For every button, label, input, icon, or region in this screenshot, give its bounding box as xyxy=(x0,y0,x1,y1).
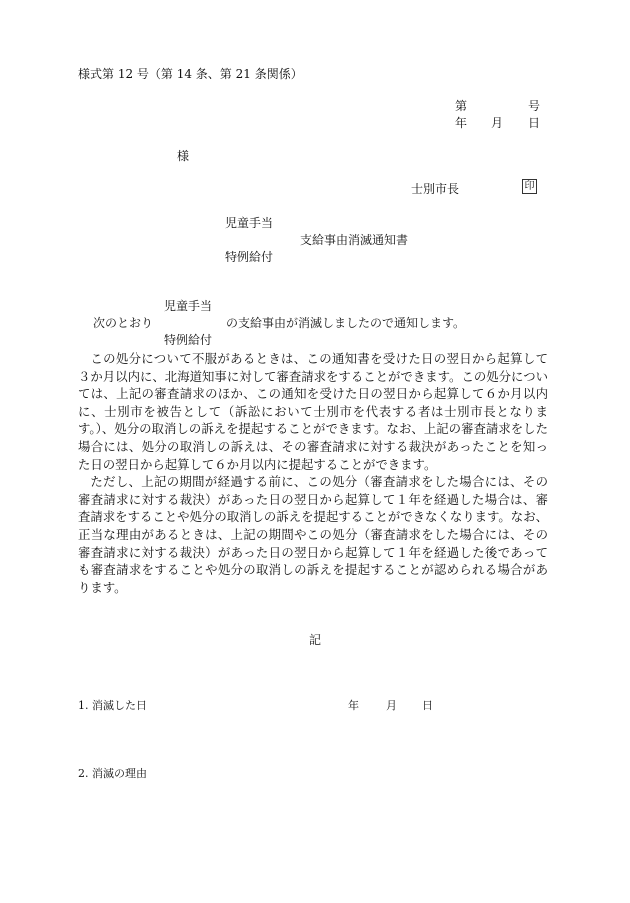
deadline-paragraph: ただし、上記の期間が経過する前に、この処分（審査請求をした場合には、その審査請求に対する裁決）があった日の翌日から起算して１年を経過した場合は、審査請求をすることや処分の取消しの訴えを提起することができなくなります。なお、正当な理由があるときは、上記の期間やこの処分（審査請求をした場合には、その審査請求に対する裁決）があった日の翌日から起算して１年を経過した後であっても審査請求をすることや処分の取消しの訴えを提起することが認められる場合があります。 xyxy=(78,474,548,595)
number-prefix: 第 xyxy=(455,99,468,113)
seal-mark: 印 xyxy=(522,179,537,194)
appeal-instructions xyxy=(78,350,548,596)
notice-text: の支給事由が消滅しましたので通知します。 xyxy=(226,316,466,330)
date-day-label: 日 xyxy=(528,116,541,130)
form-label: 様式第 12 号（第 14 条、第 21 条関係） xyxy=(78,67,303,81)
notice-option-child-allowance: 児童手当 xyxy=(164,299,213,313)
notice-option-special-benefit: 特例給付 xyxy=(164,333,213,347)
item2-label: 2. 消滅の理由 xyxy=(78,767,147,780)
item1-month: 月 xyxy=(386,699,397,712)
issuer: 士別市長 xyxy=(411,182,460,196)
number-suffix: 号 xyxy=(528,99,541,113)
addressee-suffix: 様 xyxy=(177,149,190,163)
notice-lead: 次のとおり xyxy=(93,316,154,330)
item1-label: 1. 消滅した日 xyxy=(78,699,147,712)
appeal-paragraph: この処分について不服があるときは、この通知書を受けた日の翌日から起算して３か月以内に、北海道知事に対して審査請求をすることができます。この処分については、上記の審査請求のほか、この通知を受けた日の翌日から起算して６か月以内に、士別市を被告として（訴訟において士別市を代表する者は士別市長となります。）、処分の取消しの訴えを提起することができます。なお、上記の審査請求をした場合には、処分の取消しの訴えは、その審査請求に対する裁決があったことを知った日の翌日から起算して６か月以内に提起することができます。 xyxy=(78,351,548,472)
date-year-label: 年 xyxy=(455,116,468,130)
date-month-label: 月 xyxy=(491,116,504,130)
ki-heading: 記 xyxy=(309,633,322,647)
title-option-special-benefit: 特例給付 xyxy=(225,250,274,264)
item1-day: 日 xyxy=(422,699,433,712)
title-option-child-allowance: 児童手当 xyxy=(225,216,274,230)
item1-year: 年 xyxy=(348,699,359,712)
document-title: 支給事由消滅通知書 xyxy=(300,233,409,247)
